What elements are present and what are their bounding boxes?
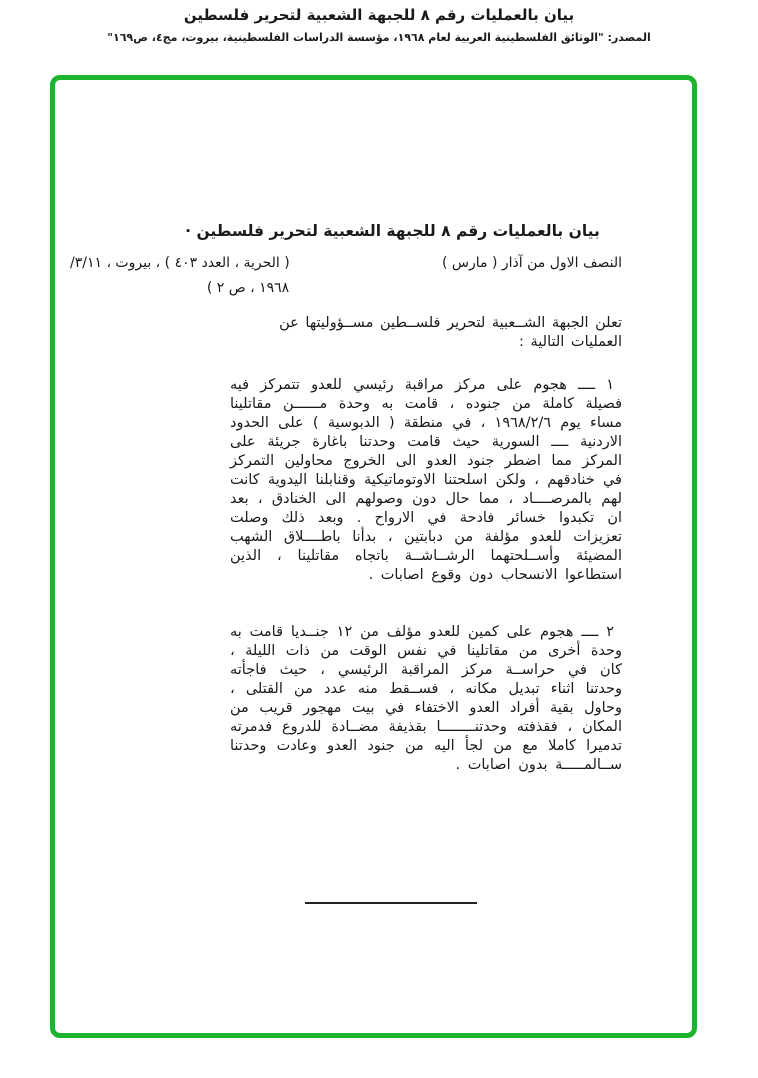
document-title: بيان بالعمليات رقم ٨ للجبهة الشعبية لتحرير فلسطين ·: [185, 222, 600, 240]
citation-line-2: ١٩٦٨ ، ص ٢ ): [206, 280, 290, 296]
operation-paragraph-1: ١ ــــ هجوم على مركز مراقبة رئيسي للعدو تتمركز فيه فصيلة كاملة من جنوده ، قامت به وحدة مــــــن مقاتلينا مساء يوم ١٩٦٨/٢/٦ ، في منطقة ( الدبوسية ) على الحدود الاردنية ــــ السورية حيث قامت وحدتنا باغارة جريئة على المركز مما اضطر جنود العدو الى الخروج محاولين التمركز في خنادقهم ، ولكن اسلحتنا الاوتوماتيكية وقنابلنا اليدوية كانت لهم بالمرصــــاد ، مما حال دون وصولهم الى الخنادق ، بعد ان تكبدوا خسائر فادحة في الارواح . وبعد ذلك وصلت تعزيزات للعدو مؤلفة من دبابتين ، بدأنا باطــــلاق الشهب المضيئة وأســلحتهما الرشــاشــة باتجاه مقاتلينا ، الذين استطاعوا الانسحاب دون وقوع اصابات .: [230, 377, 622, 583]
citation-line-1: [70, 252, 622, 274]
citation-date-part: النصف الاول من آذار ( مارس ): [442, 255, 622, 271]
operation-paragraph-2: ٢ ــــ هجوم على كمين للعدو مؤلف من ١٢ جنــديا قامت به وحدة أخرى من مقاتلينا في نفس الوقت من ذات الليلة ، كان في حراســة مركز المراقبة الرئيسي ، حيث فاجأته وحدتنا اثناء تبديل مكانه ، فســقط منه عدد من القتلى ، وحاول بقية أفراد العدو الاختفاء في بيت مهجور قريب من المكان ، فقذفته وحدتنــــــــا بقذيفة مضــادة للدروع فدمرته تدميرا كاملا مع من لجأ اليه من جنود العدو وعادت وحدتنا ســالمـــــة بدون اصابات .: [230, 624, 622, 773]
source-line: المصدر: "الوثائق الفلسطينية العربية لعام ١٩٦٨، مؤسسة الدراسات الفلسطينية، بيروت، مج٤، ص١٦٩": [107, 31, 651, 44]
footnote-divider: [305, 902, 477, 904]
intro-paragraph: تعلن الجبهة الشــعبية لتحرير فلســطين مســؤوليتها عن العمليات التالية :: [279, 315, 622, 350]
citation-source-part: ( الحرية ، العدد ٤٠٣ ) ، بيروت ، ١١‏/٣/: [70, 255, 290, 271]
document-page: [50, 75, 697, 1038]
page-title: بيان بالعمليات رقم ٨ للجبهة الشعبية لتحرير فلسطين: [183, 6, 575, 24]
